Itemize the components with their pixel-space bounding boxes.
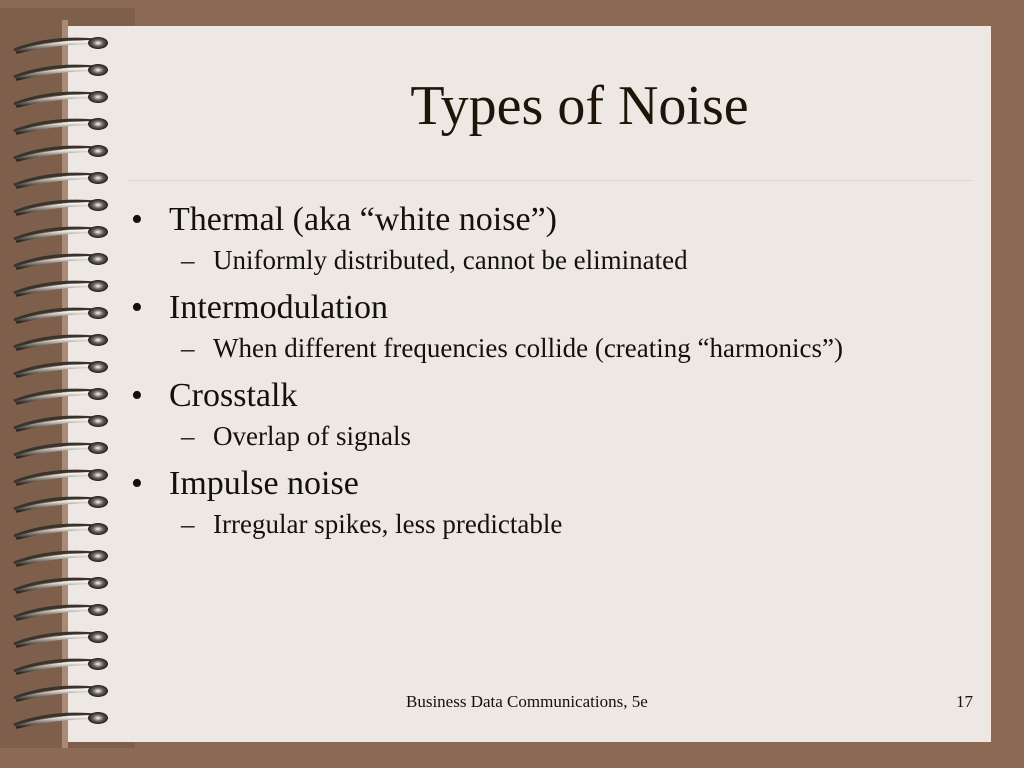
spiral-ring (14, 253, 108, 268)
title-divider (128, 180, 973, 181)
spiral-ring (14, 523, 108, 538)
list-item (125, 376, 885, 453)
bullet-marker: • (131, 377, 143, 414)
spiral-ring (14, 469, 108, 484)
sub-bullet-text: Uniformly distributed, cannot be eliminated (213, 245, 688, 275)
spiral-ring (14, 442, 108, 457)
spiral-ring (14, 145, 108, 160)
bullet-text: Thermal (aka “white noise”) (169, 201, 557, 238)
bullet-marker: • (131, 465, 143, 502)
sub-bullet-text: Irregular spikes, less predictable (213, 509, 563, 539)
spiral-ring (14, 199, 108, 214)
spiral-binding-icon (10, 30, 120, 740)
sub-bullet-text: When different frequencies collide (creating “harmonics”) (213, 333, 843, 363)
list-item (125, 288, 885, 365)
spiral-ring (14, 496, 108, 511)
spiral-ring (14, 388, 108, 403)
spiral-ring (14, 361, 108, 376)
bullet-list (125, 200, 885, 552)
bullet-marker: • (131, 289, 143, 326)
spiral-ring (14, 415, 108, 430)
page-number: 17 (956, 692, 973, 711)
spiral-ring (14, 280, 108, 295)
bullet-text: Intermodulation (169, 289, 389, 326)
spiral-ring (14, 334, 108, 349)
spiral-ring (14, 307, 108, 322)
slide-title: Types of Noise (410, 75, 749, 137)
sub-bullet-marker: – (181, 333, 195, 363)
sub-bullet-text: Overlap of signals (213, 421, 411, 451)
sub-bullet-marker: – (181, 245, 195, 275)
bullet-text: Crosstalk (169, 377, 298, 414)
list-item (125, 464, 885, 541)
spiral-ring (14, 226, 108, 241)
spiral-ring (14, 631, 108, 646)
spiral-ring (14, 712, 108, 727)
spiral-ring (14, 685, 108, 700)
footer-text: Business Data Communications, 5e (406, 692, 648, 711)
list-item (125, 200, 885, 277)
spiral-ring (14, 172, 108, 187)
spiral-ring (14, 550, 108, 565)
spiral-ring (14, 37, 108, 52)
spiral-ring (14, 64, 108, 79)
spiral-ring (14, 604, 108, 619)
spiral-ring (14, 577, 108, 592)
bullet-marker: • (131, 201, 143, 238)
sub-bullet-marker: – (181, 509, 195, 539)
spiral-ring (14, 658, 108, 673)
bullet-text: Impulse noise (169, 465, 359, 502)
sub-bullet-marker: – (181, 421, 195, 451)
